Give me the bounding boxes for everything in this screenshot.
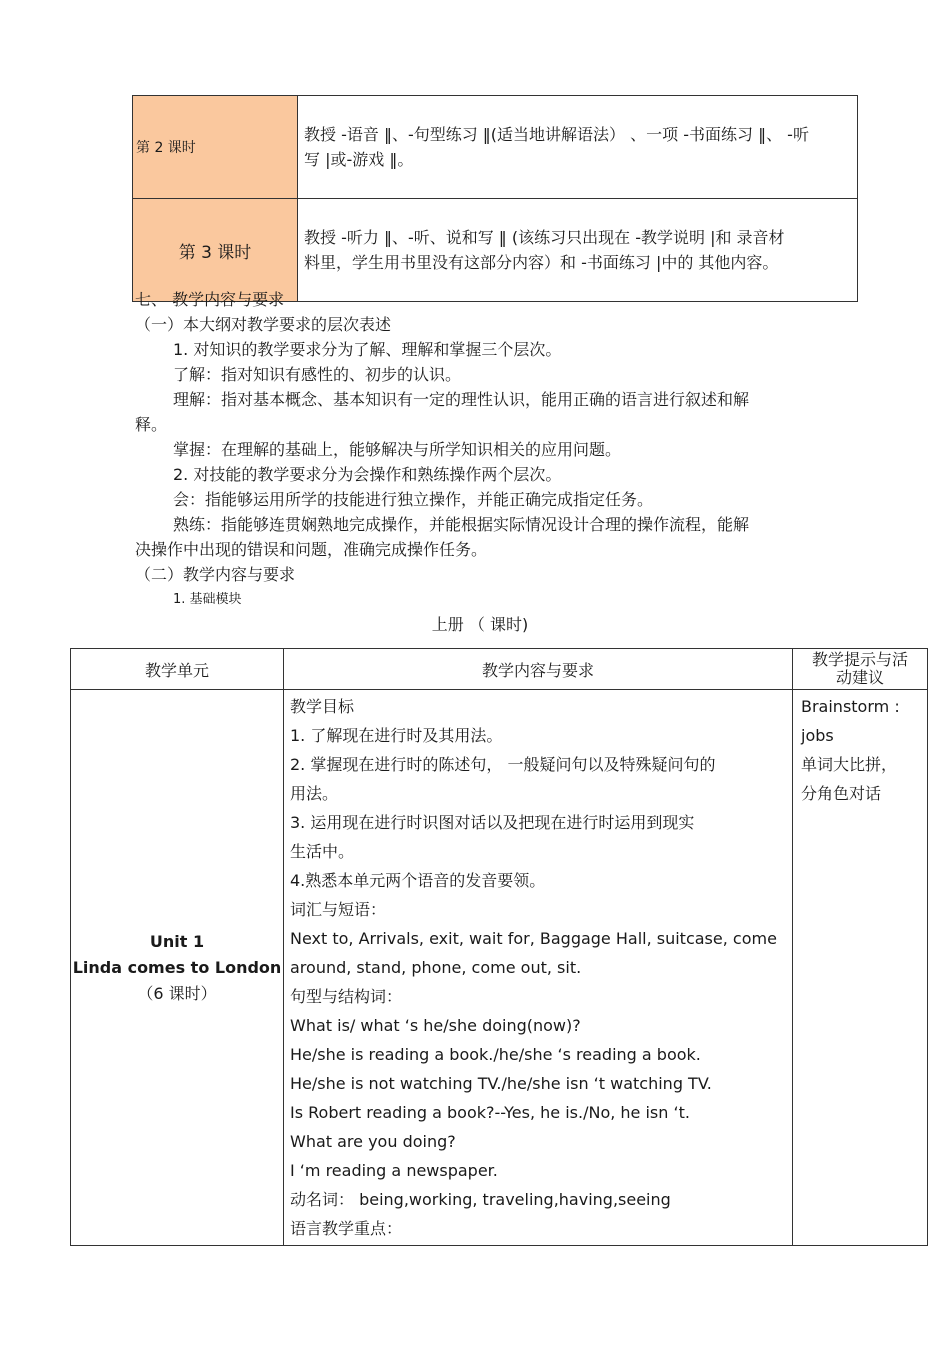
content-line: Next to, Arrivals, exit, wait for, Baggage Hall, suitcase, come xyxy=(290,929,777,948)
paragraph: 会：指能够运用所学的技能进行独立操作，并能正确完成指定任务。 xyxy=(173,490,654,509)
table-row xyxy=(71,690,928,1246)
content-cell xyxy=(284,690,793,1246)
subsection-heading: （二）教学内容与要求 xyxy=(135,565,296,584)
paragraph: 了解：指对知识有感性的、初步的认识。 xyxy=(173,365,462,384)
unit-title: Linda comes to London xyxy=(72,957,282,977)
table-header-row xyxy=(71,649,928,690)
header-tips-line: 动建议 xyxy=(835,668,884,687)
unit-hours: （6 课时） xyxy=(137,983,217,1003)
paragraph: 1. 对知识的教学要求分为了解、理解和掌握三个层次。 xyxy=(173,340,562,359)
content-line: 词汇与短语： xyxy=(290,900,387,919)
content-line: What is/ what ‘s he/she doing(now)? xyxy=(290,1016,581,1035)
content-line: What are you doing? xyxy=(290,1132,456,1151)
content-line: 动名词： being,working, traveling,having,seeing xyxy=(290,1190,671,1209)
lesson-desc-2 xyxy=(298,96,858,199)
section-heading: 七、 教学内容与要求 xyxy=(135,290,285,309)
header-unit: 教学单元 xyxy=(71,649,284,690)
content-line: Is Robert reading a book?--Yes, he is./No, he isn ‘t. xyxy=(290,1103,690,1122)
content-line: He/she is not watching TV./he/she isn ‘t watching TV. xyxy=(290,1074,712,1093)
subsection-heading: （一）本大纲对教学要求的层次表述 xyxy=(135,315,392,334)
book-title: 上册 （ 课时) xyxy=(431,615,529,634)
paragraph: 理解：指对基本概念、基本知识有一定的理性认识，能用正确的语言进行叙述和解 xyxy=(173,390,750,409)
content-line: 教学目标 xyxy=(290,697,355,716)
lesson-schedule-table xyxy=(132,95,858,302)
content-line: 1. 了解现在进行时及其用法。 xyxy=(290,726,503,745)
content-line: 4.熟悉本单元两个语音的发音要领。 xyxy=(290,871,546,890)
paragraph: 决操作中出现的错误和问题，准确完成操作任务。 xyxy=(135,540,488,559)
content-line: 用法。 xyxy=(290,784,339,803)
content-line: 生活中。 xyxy=(290,842,355,861)
paragraph: 掌握：在理解的基础上，能够解决与所学知识相关的应用问题。 xyxy=(173,440,622,459)
unit-cell xyxy=(71,690,284,1246)
lesson-label-2: 第 2 课时 xyxy=(133,96,298,199)
lesson-label-3: 第 3 课时 xyxy=(133,199,298,302)
unit-number: Unit 1 xyxy=(149,931,205,951)
tips-line: 单词大比拼， xyxy=(801,755,898,774)
lesson-row-2 xyxy=(133,96,858,199)
content-line: around, stand, phone, come out, sit. xyxy=(290,958,582,977)
paragraph: 熟练：指能够连贯娴熟地完成操作，并能根据实际情况设计合理的操作流程，能解 xyxy=(173,515,750,534)
unit-content-table xyxy=(70,648,928,1246)
content-line: He/she is reading a book./he/she ‘s reading a book. xyxy=(290,1045,701,1064)
tips-line: 分角色对话 xyxy=(801,784,882,803)
content-line: 3. 运用现在进行时识图对话以及把现在进行时运用到现实 xyxy=(290,813,695,832)
content-line: I ‘m reading a newspaper. xyxy=(290,1161,498,1180)
module-heading: 1. 基础模块 xyxy=(173,592,242,607)
tips-cell xyxy=(793,690,928,1246)
lesson-desc-line: 写 |或-游戏 ‖。 xyxy=(304,150,414,169)
header-tips xyxy=(793,649,928,690)
lesson-desc-line: 教授 -听力 ‖、-听、说和写 ‖ (该练习只出现在 -教学说明 |和 录音材 xyxy=(304,228,785,247)
requirements-text xyxy=(135,287,825,637)
tips-line: Brainstorm : xyxy=(801,697,900,716)
paragraph: 2. 对技能的教学要求分为会操作和熟练操作两个层次。 xyxy=(173,465,562,484)
content-line: 句型与结构词： xyxy=(290,987,403,1006)
paragraph: 释。 xyxy=(135,415,168,434)
content-line: 2. 掌握现在进行时的陈述句， 一般疑问句以及特殊疑问句的 xyxy=(290,755,716,774)
lesson-desc-line: 料里，学生用书里没有这部分内容）和 -书面练习 |中的 其他内容。 xyxy=(304,253,779,272)
tips-line: jobs xyxy=(801,726,834,745)
header-tips-line: 教学提示与活 xyxy=(811,650,908,669)
content-line: 语言教学重点： xyxy=(290,1219,403,1238)
header-content: 教学内容与要求 xyxy=(284,649,793,690)
lesson-desc-line: 教授 -语音 ‖、-句型练习 ‖(适当地讲解语法） 、一项 -书面练习 ‖、 -听 xyxy=(304,125,809,144)
